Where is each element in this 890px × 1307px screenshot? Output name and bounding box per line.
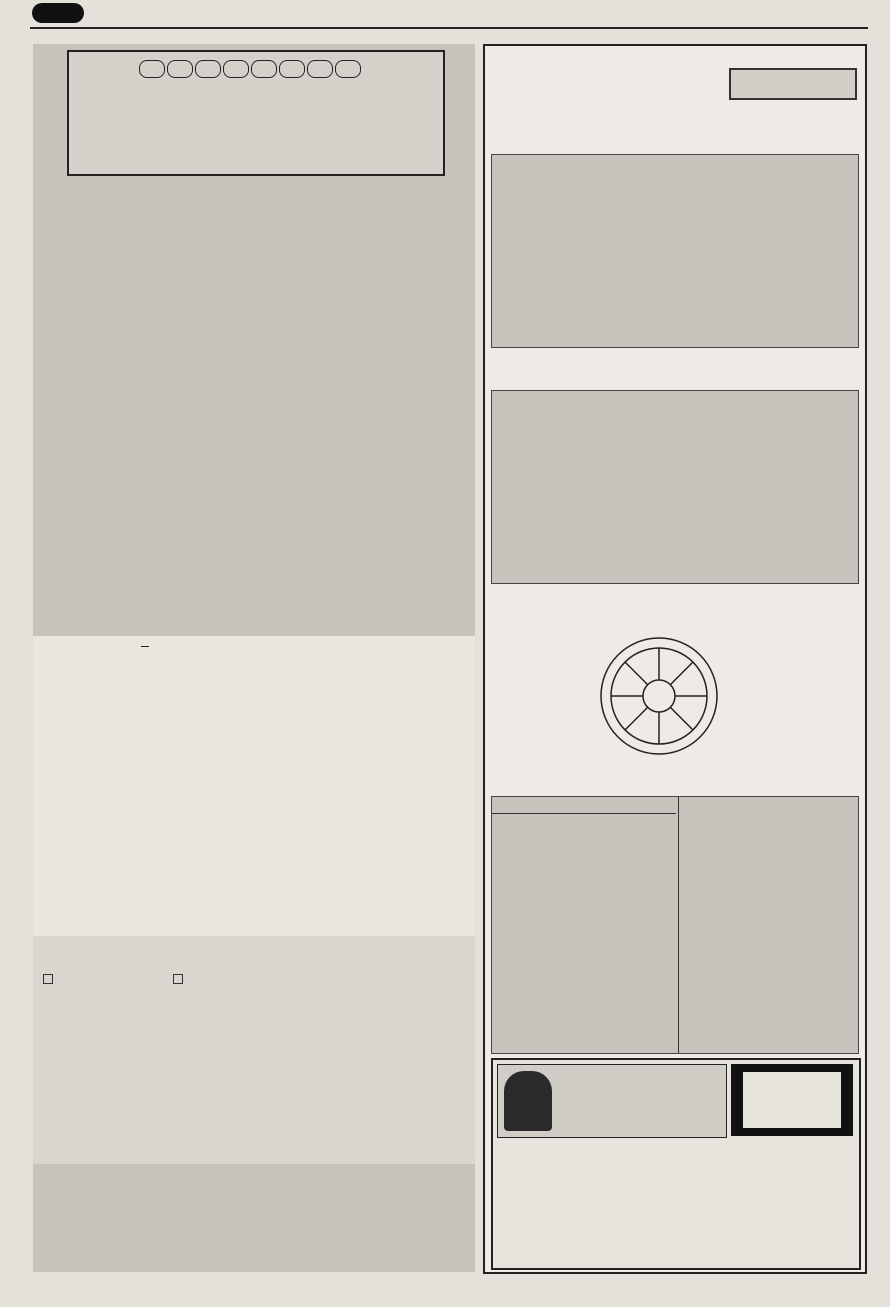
zodiac-wheel-icon: [597, 634, 721, 758]
logo-decoration: [139, 60, 363, 82]
form-type-row: [43, 974, 463, 985]
forecast-title: [141, 646, 149, 647]
star-table: [492, 797, 676, 814]
decor-circle: [223, 60, 249, 78]
decor-circle: [195, 60, 221, 78]
tens-block: [501, 1148, 651, 1152]
contact-panel: [33, 1164, 475, 1272]
formula-logo: [67, 50, 445, 176]
thevarit-banner: [497, 1064, 727, 1138]
key-digit-box: [731, 1064, 853, 1136]
checkbox-new[interactable]: [43, 974, 53, 984]
units-block: [501, 1206, 651, 1210]
decor-circle: [279, 60, 305, 78]
decor-circle: [167, 60, 193, 78]
key-digit: [743, 1072, 841, 1128]
header-rule: [30, 27, 868, 29]
forecast-panel: [33, 636, 475, 936]
astrologer-figure-icon: [504, 1071, 552, 1131]
decor-circle: [139, 60, 165, 78]
checkbox-renew[interactable]: [173, 974, 183, 984]
brand-box: [729, 68, 857, 100]
left-column: [33, 44, 475, 1272]
decor-circle: [307, 60, 333, 78]
star-table-header: [492, 797, 676, 814]
prediction-box-1: [491, 154, 859, 348]
decor-circle: [335, 60, 361, 78]
decor-circle: [251, 60, 277, 78]
formula-panel: [33, 44, 475, 636]
prediction-box-2: [491, 390, 859, 584]
page-header: [0, 0, 890, 28]
star-position-box: [491, 796, 859, 1054]
subscription-form: [33, 936, 475, 1164]
right-column: [483, 44, 867, 1274]
page-number: [32, 3, 84, 23]
thevarit-box: [491, 1058, 861, 1270]
star-analysis: [678, 797, 859, 1053]
